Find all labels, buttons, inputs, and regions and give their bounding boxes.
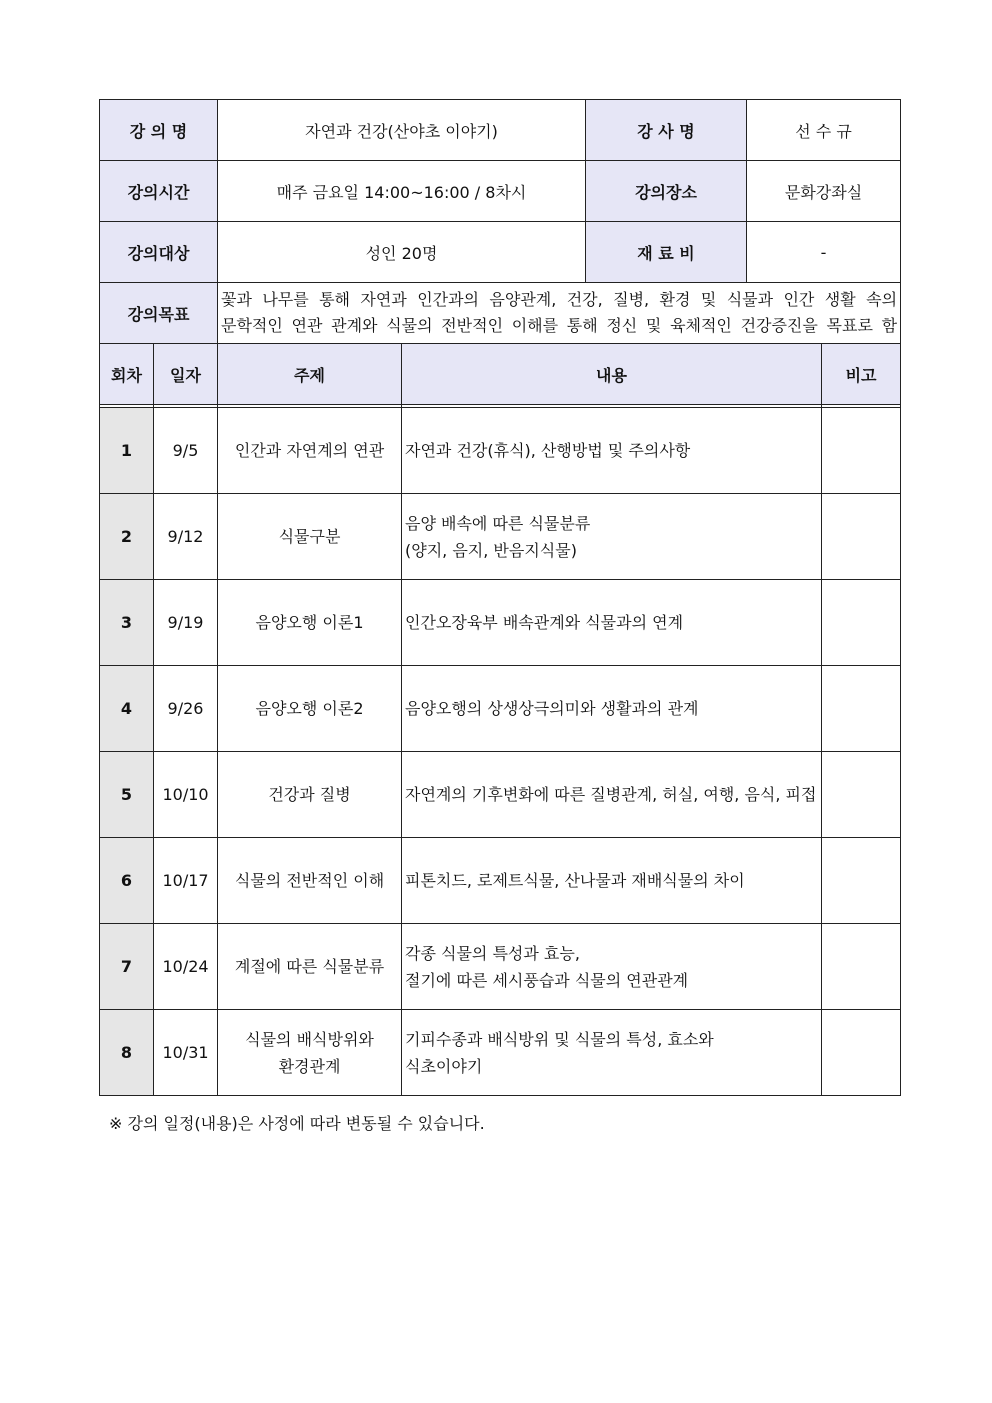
content-cell-line: 기피수종과 배식방위 및 식물의 특성, 효소와 [405, 1029, 714, 1049]
table-row [100, 408, 901, 494]
date-cell: 9/5 [154, 408, 218, 494]
remarks-cell [822, 838, 901, 924]
session-cell: 2 [100, 494, 154, 580]
remarks-cell [822, 494, 901, 580]
session-header: 회차 [100, 344, 154, 405]
topic-cell [218, 1010, 402, 1096]
content-cell-line: 각종 식물의 특성과 효능, [405, 943, 580, 963]
content-cell-line: 자연과 건강(휴식), 산행방법 및 주의사항 [405, 441, 691, 460]
content-cell-line: 절기에 따른 세시풍습과 식물의 연관관계 [405, 970, 689, 990]
content-cell-line: 식초이야기 [405, 1056, 483, 1076]
topic-cell-line: 음양오행 이론2 [255, 699, 364, 718]
date-cell: 10/24 [154, 924, 218, 1010]
session-cell: 1 [100, 408, 154, 494]
content-cell-line: 인간오장육부 배속관계와 식물과의 연계 [405, 613, 684, 632]
info-row-name [100, 100, 901, 161]
content-cell [402, 1010, 822, 1096]
table-row [100, 752, 901, 838]
session-cell: 3 [100, 580, 154, 666]
schedule-header-row [100, 344, 901, 405]
lecture-time-value: 매주 금요일 14:00~16:00 / 8차시 [218, 161, 586, 222]
content-cell-line: 음양 배속에 따른 식물분류 [405, 513, 591, 533]
content-cell [402, 666, 822, 752]
lecture-name-label: 강 의 명 [100, 100, 218, 161]
lecture-name-value: 자연과 건강(산야초 이야기) [218, 100, 586, 161]
date-cell: 10/31 [154, 1010, 218, 1096]
session-cell: 8 [100, 1010, 154, 1096]
content-cell [402, 752, 822, 838]
content-cell [402, 838, 822, 924]
schedule-change-note: ※ 강의 일정(내용)은 사정에 따라 변동될 수 있습니다. [109, 1114, 485, 1133]
content-cell-line: 자연계의 기후변화에 따른 질병관계, 허실, 여행, 음식, 피접 [405, 785, 817, 804]
topic-cell [218, 580, 402, 666]
lecture-plan-table [99, 99, 901, 1096]
remarks-cell [822, 408, 901, 494]
topic-cell [218, 494, 402, 580]
table-row [100, 580, 901, 666]
lecture-goal-text [218, 283, 901, 344]
date-cell: 9/19 [154, 580, 218, 666]
date-cell: 9/26 [154, 666, 218, 752]
topic-cell-line: 환경관계 [278, 1056, 341, 1076]
table-row [100, 666, 901, 752]
table-row [100, 924, 901, 1010]
content-cell-line: (양지, 음지, 반음지식물) [405, 540, 577, 560]
instructor-value: 선 수 규 [747, 100, 901, 161]
info-row-target [100, 222, 901, 283]
lecture-time-label: 강의시간 [100, 161, 218, 222]
session-cell: 5 [100, 752, 154, 838]
table-row [100, 838, 901, 924]
remarks-header: 비고 [822, 344, 901, 405]
topic-cell [218, 408, 402, 494]
lecture-place-label: 강의장소 [586, 161, 747, 222]
content-cell [402, 924, 822, 1010]
date-cell: 9/12 [154, 494, 218, 580]
remarks-cell [822, 924, 901, 1010]
topic-cell-line: 계절에 따른 식물분류 [234, 957, 385, 976]
topic-header: 주제 [218, 344, 402, 405]
topic-cell-line: 식물의 배식방위와 [245, 1029, 374, 1049]
goal-line-2: 문학적인 연관 관계와 식물의 전반적인 이해를 통해 정신 및 육체적인 건강증진을 목표로 함 [221, 316, 898, 335]
date-header: 일자 [154, 344, 218, 405]
session-cell: 7 [100, 924, 154, 1010]
remarks-cell [822, 1010, 901, 1096]
content-header: 내용 [402, 344, 822, 405]
date-cell: 10/17 [154, 838, 218, 924]
topic-cell [218, 838, 402, 924]
goal-line-1: 꽃과 나무를 통해 자연과 인간과의 음양관계, 건강, 질병, 환경 및 식물과 인간 생활 속의 [221, 290, 898, 309]
topic-cell-line: 인간과 자연계의 연관 [234, 441, 385, 460]
remarks-cell [822, 580, 901, 666]
table-row [100, 1010, 901, 1096]
topic-cell-line: 식물구분 [278, 527, 341, 546]
info-row-time [100, 161, 901, 222]
session-cell: 4 [100, 666, 154, 752]
info-row-goal [100, 283, 901, 344]
lecture-goal-label: 강의목표 [100, 283, 218, 344]
topic-cell-line: 식물의 전반적인 이해 [234, 871, 385, 890]
content-cell [402, 408, 822, 494]
lecture-target-label: 강의대상 [100, 222, 218, 283]
topic-cell [218, 924, 402, 1010]
remarks-cell [822, 666, 901, 752]
date-cell: 10/10 [154, 752, 218, 838]
content-cell [402, 580, 822, 666]
lecture-target-value: 성인 20명 [218, 222, 586, 283]
topic-cell-line: 건강과 질병 [268, 785, 351, 804]
material-fee-value: - [747, 222, 901, 283]
topic-cell-line: 음양오행 이론1 [255, 613, 364, 632]
content-cell-line: 피톤치드, 로제트식물, 산나물과 재배식물의 차이 [405, 871, 745, 890]
schedule-body [100, 408, 901, 1096]
table-row [100, 494, 901, 580]
topic-cell [218, 752, 402, 838]
topic-cell [218, 666, 402, 752]
lecture-place-value: 문화강좌실 [747, 161, 901, 222]
material-fee-label: 재 료 비 [586, 222, 747, 283]
instructor-label: 강 사 명 [586, 100, 747, 161]
content-cell [402, 494, 822, 580]
session-cell: 6 [100, 838, 154, 924]
remarks-cell [822, 752, 901, 838]
content-cell-line: 음양오행의 상생상극의미와 생활과의 관계 [405, 699, 699, 718]
